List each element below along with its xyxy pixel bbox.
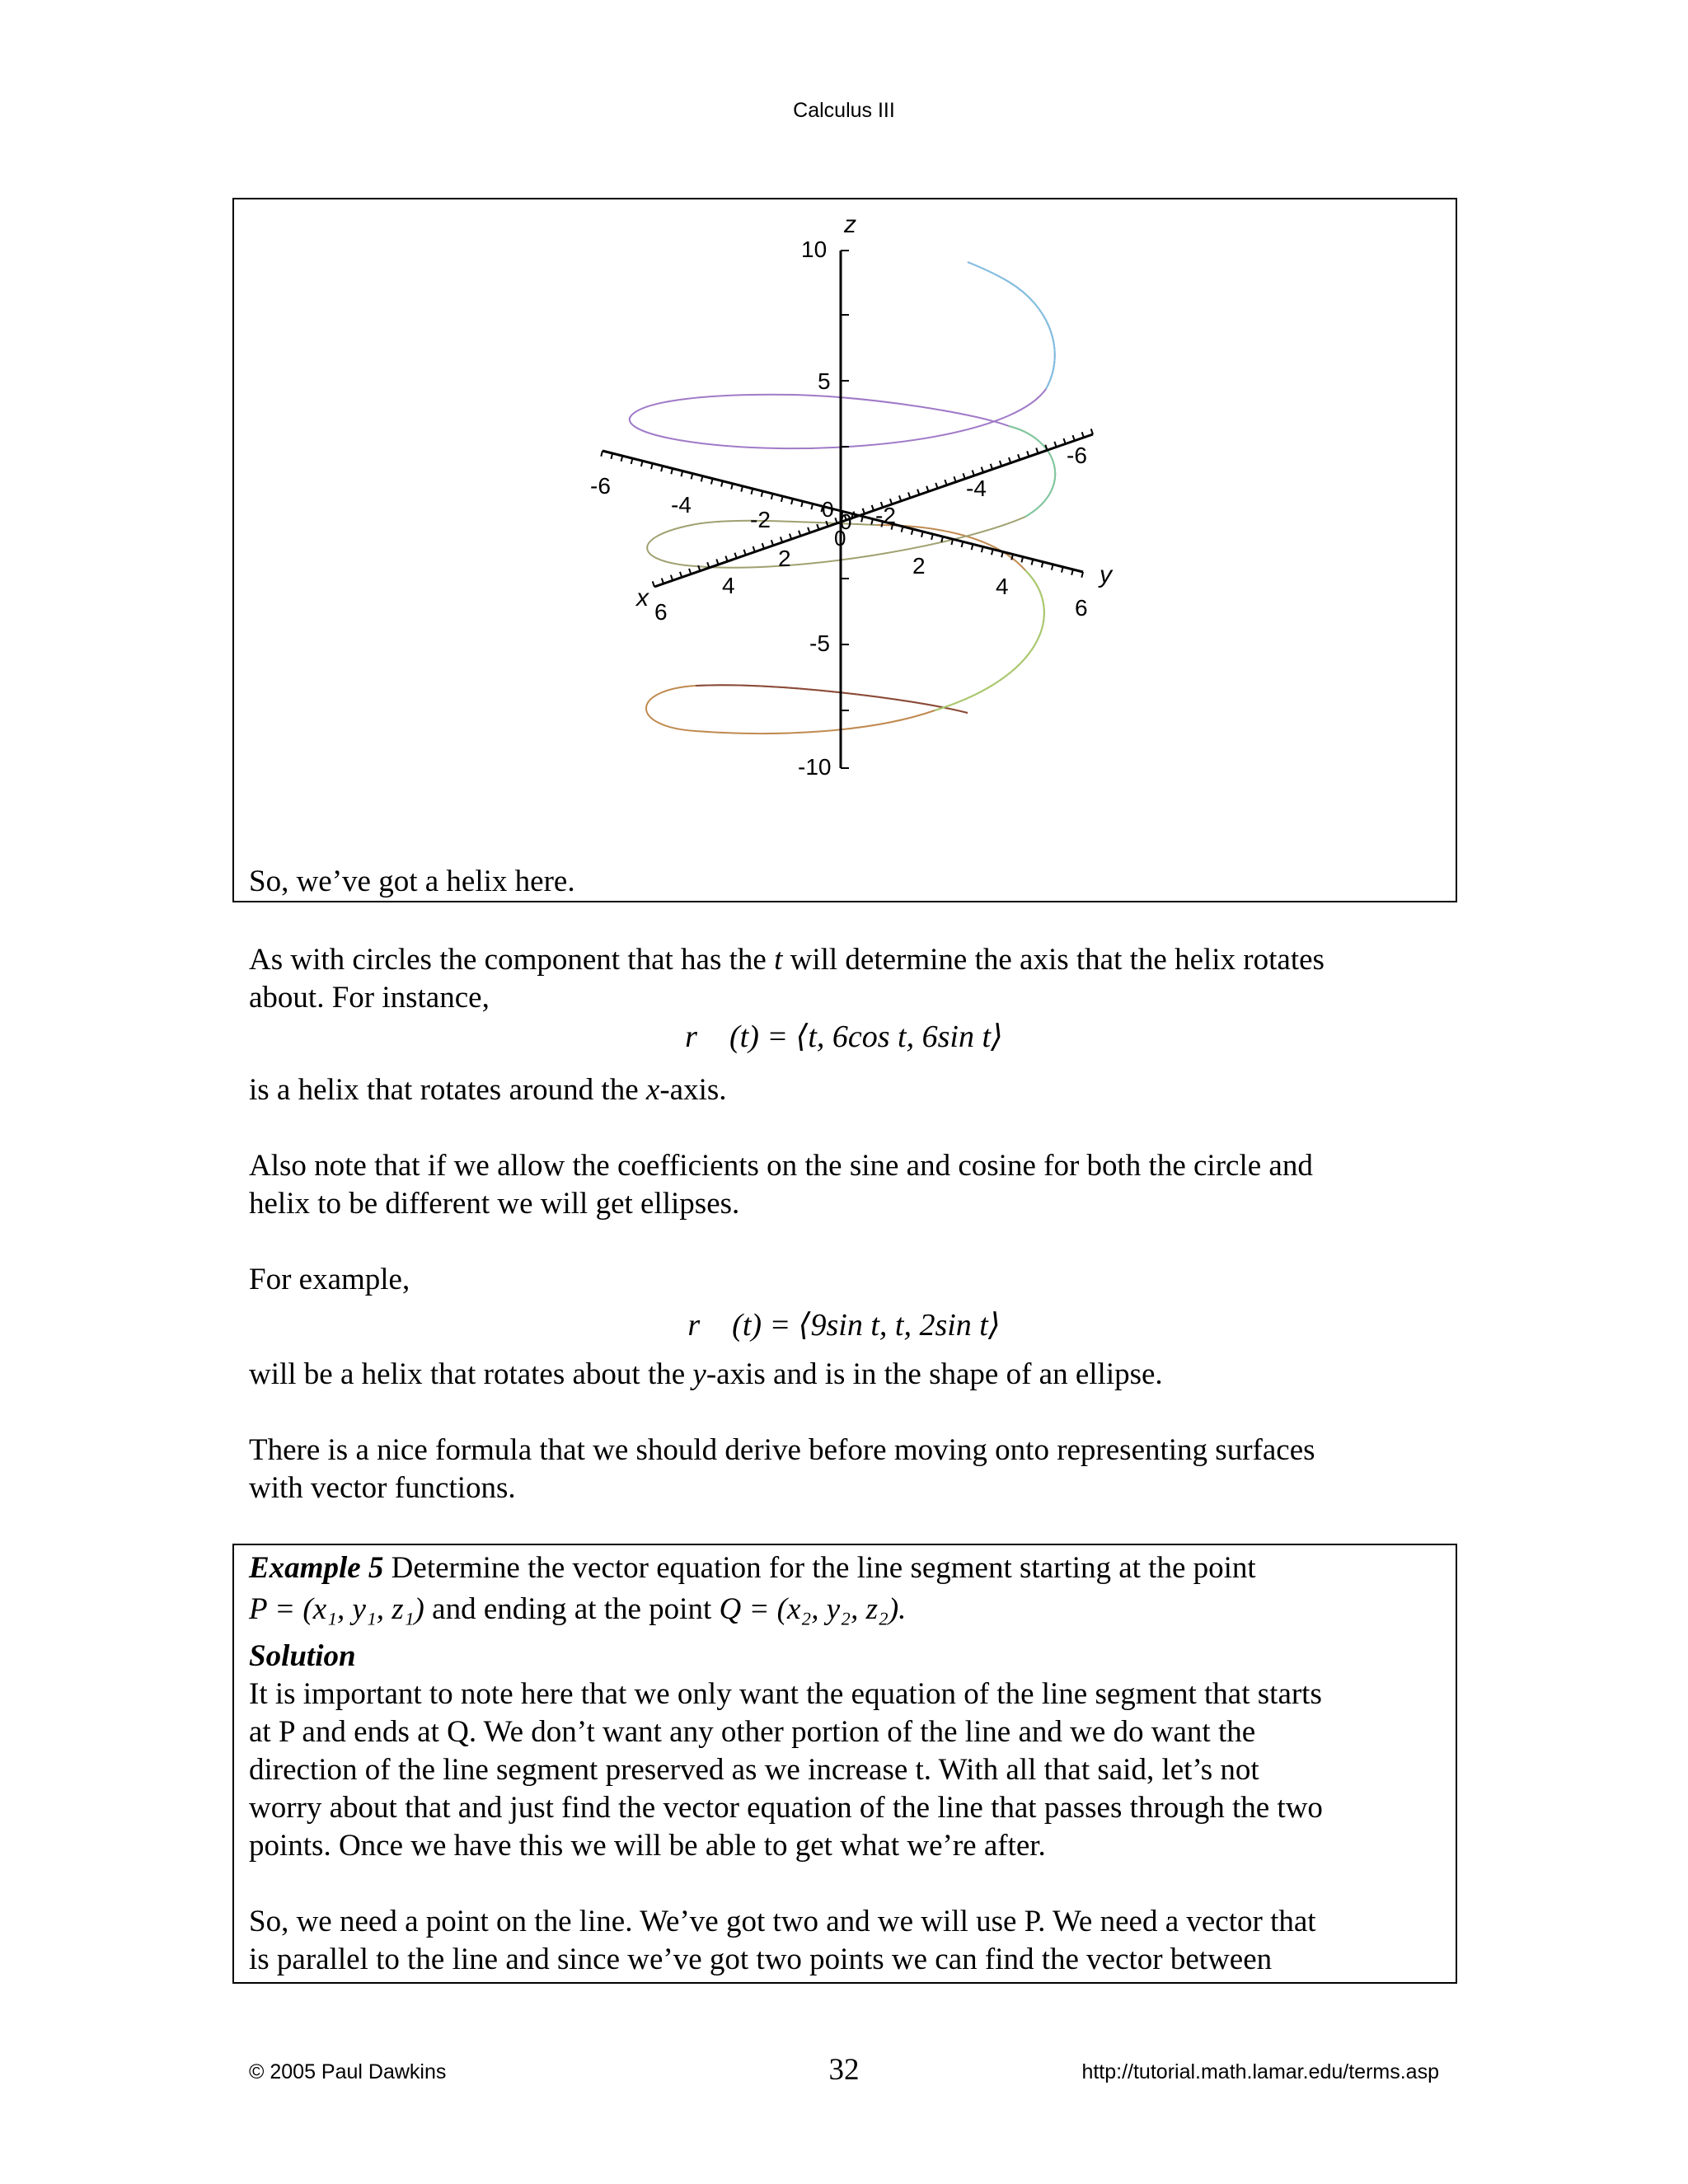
solution-paragraph-1: It is important to note here that we only want the equation of the line segment that starts at P and ends at Q. We don’t want any other portion of the line and we do want the direction of the line segment preserved as we increase t. With all that said, let’s not worry about that and just find the vector equation of the line that passes through the two points. Once we have this we will be able to get what we’re after. [249,1677,1323,1863]
axis-tick [762,543,764,549]
axis-tick [991,464,992,470]
axis-tick [826,521,828,527]
point-q-equation: Q = (x₂, y₂, z₂). [719,1592,907,1626]
figure-box [232,198,1457,902]
y-tick-neg6: -6 [590,473,611,499]
y-axis-label: y [1100,561,1112,588]
z-tick-neg5: -5 [809,630,830,656]
axis-tick [601,451,603,457]
axis-tick [954,476,955,482]
paragraph-ellipses: Also note that if we allow the coefficients on the sine and cosine for both the circle and helix to be different we will get ellipses. [249,1149,1313,1221]
paragraph-helix-axis: As with circles the component that has the t will determine the axis that the helix rotates about. For instance, [249,943,1325,1015]
axis-tick [1063,438,1065,444]
y-tick-4: 4 [996,574,1009,599]
equation-helix-y: r⃗ (t) = ⟨9sin t, t, 2sin t⟩ [687,1308,1001,1343]
example-title: Example 5 [249,1551,384,1585]
point-p-equation: P = (x₁, y₁, z₁) [249,1592,424,1626]
axis-tick [935,483,937,489]
origin-label-3: 0 [834,526,846,551]
paragraph-y-axis: will be a helix that rotates about the y-axis and is in the shape of an ellipse. [249,1357,1163,1391]
solution-paragraph-2: So, we need a point on the line. We’ve got two and we will use P. We need a vector that is parallel to the line and since we’ve got two points we can find the vector between [249,1905,1316,1976]
axis-tick [1027,451,1029,457]
example-box [232,1544,1457,1984]
axis-tick [917,490,919,495]
equation-helix-x: r⃗ (t) = ⟨t, 6cos t, 6sin t⟩ [685,1019,1003,1054]
example-statement: Example 5 Determine the vector equation for the line segment starting at the point [249,1551,1256,1585]
axis-tick [689,569,691,574]
axis-tick [1091,429,1093,434]
axis-tick [982,467,983,473]
axis-tick [716,559,718,565]
helix-curve [630,262,1055,733]
axis-tick [671,575,673,581]
axis-tick [662,579,663,584]
axis-tick [854,512,856,518]
axis-tick [808,527,809,533]
y-tick-neg4: -4 [671,492,692,518]
helix-plot [234,199,1456,901]
axis-tick [1045,445,1047,451]
paragraph-formula: There is a nice formula that we should derive before moving onto representing surfaces with vector functions. [249,1433,1315,1505]
x-tick-4: 4 [722,573,735,598]
axis-tick [899,495,901,501]
axis-tick [771,540,773,546]
z-tick-neg10: -10 [798,754,832,780]
z-axis-label: z [844,211,856,238]
page-number: 32 [828,2053,860,2087]
x-tick-neg2: -2 [875,503,896,528]
axis-tick [1009,457,1010,463]
axis-tick [653,581,654,587]
x-tick-neg6: -6 [1067,443,1087,468]
figure-caption: So, we’ve got a helix here. [249,865,575,898]
axis-tick [1073,435,1075,441]
axis-tick [799,531,800,537]
axis-tick [1054,442,1056,448]
x-tick-2: 2 [778,546,791,571]
x-tick-neg4: -4 [966,476,987,501]
footer-copyright: © 2005 Paul Dawkins [249,2060,447,2083]
y-tick-neg2: -2 [750,507,771,532]
solution-label: Solution [249,1639,356,1673]
origin-label-2: 0 [840,509,852,534]
footer-url[interactable]: http://tutorial.math.lamar.edu/terms.asp [1081,2060,1439,2083]
axis-tick [753,546,755,552]
origin-label-1: 0 [822,497,834,522]
axis-tick [926,486,928,492]
axis-tick [781,537,782,542]
axis-tick [1082,432,1084,438]
axis-tick [744,550,746,555]
axis-tick [945,480,946,485]
axis-tick [734,553,736,559]
axis-tick [790,534,791,540]
axis-tick [725,556,727,562]
axis-tick [1000,461,1001,466]
axis-tick [680,572,682,578]
axis-tick [1036,448,1038,454]
example-points: P = (x₁, y₁, z₁) and ending at the point Q = (x₂, y₂, z₂). [249,1592,907,1626]
axis-tick [1018,454,1020,460]
running-header: Calculus III [793,99,895,122]
y-tick-6: 6 [1075,595,1088,621]
paragraph-for-example: For example, [249,1263,410,1296]
x-axis-label: x [636,584,649,612]
axis-tick [872,505,874,511]
axis-tick [908,492,910,498]
z-tick-10: 10 [801,237,828,262]
z-tick-5: 5 [818,368,831,394]
axis-tick [964,473,965,479]
x-tick-6: 6 [654,599,668,625]
axis-tick [817,524,818,530]
paragraph-x-axis: is a helix that rotates around the x-axis. [249,1073,727,1107]
axis-tick [863,509,865,514]
y-tick-2: 2 [912,553,926,579]
